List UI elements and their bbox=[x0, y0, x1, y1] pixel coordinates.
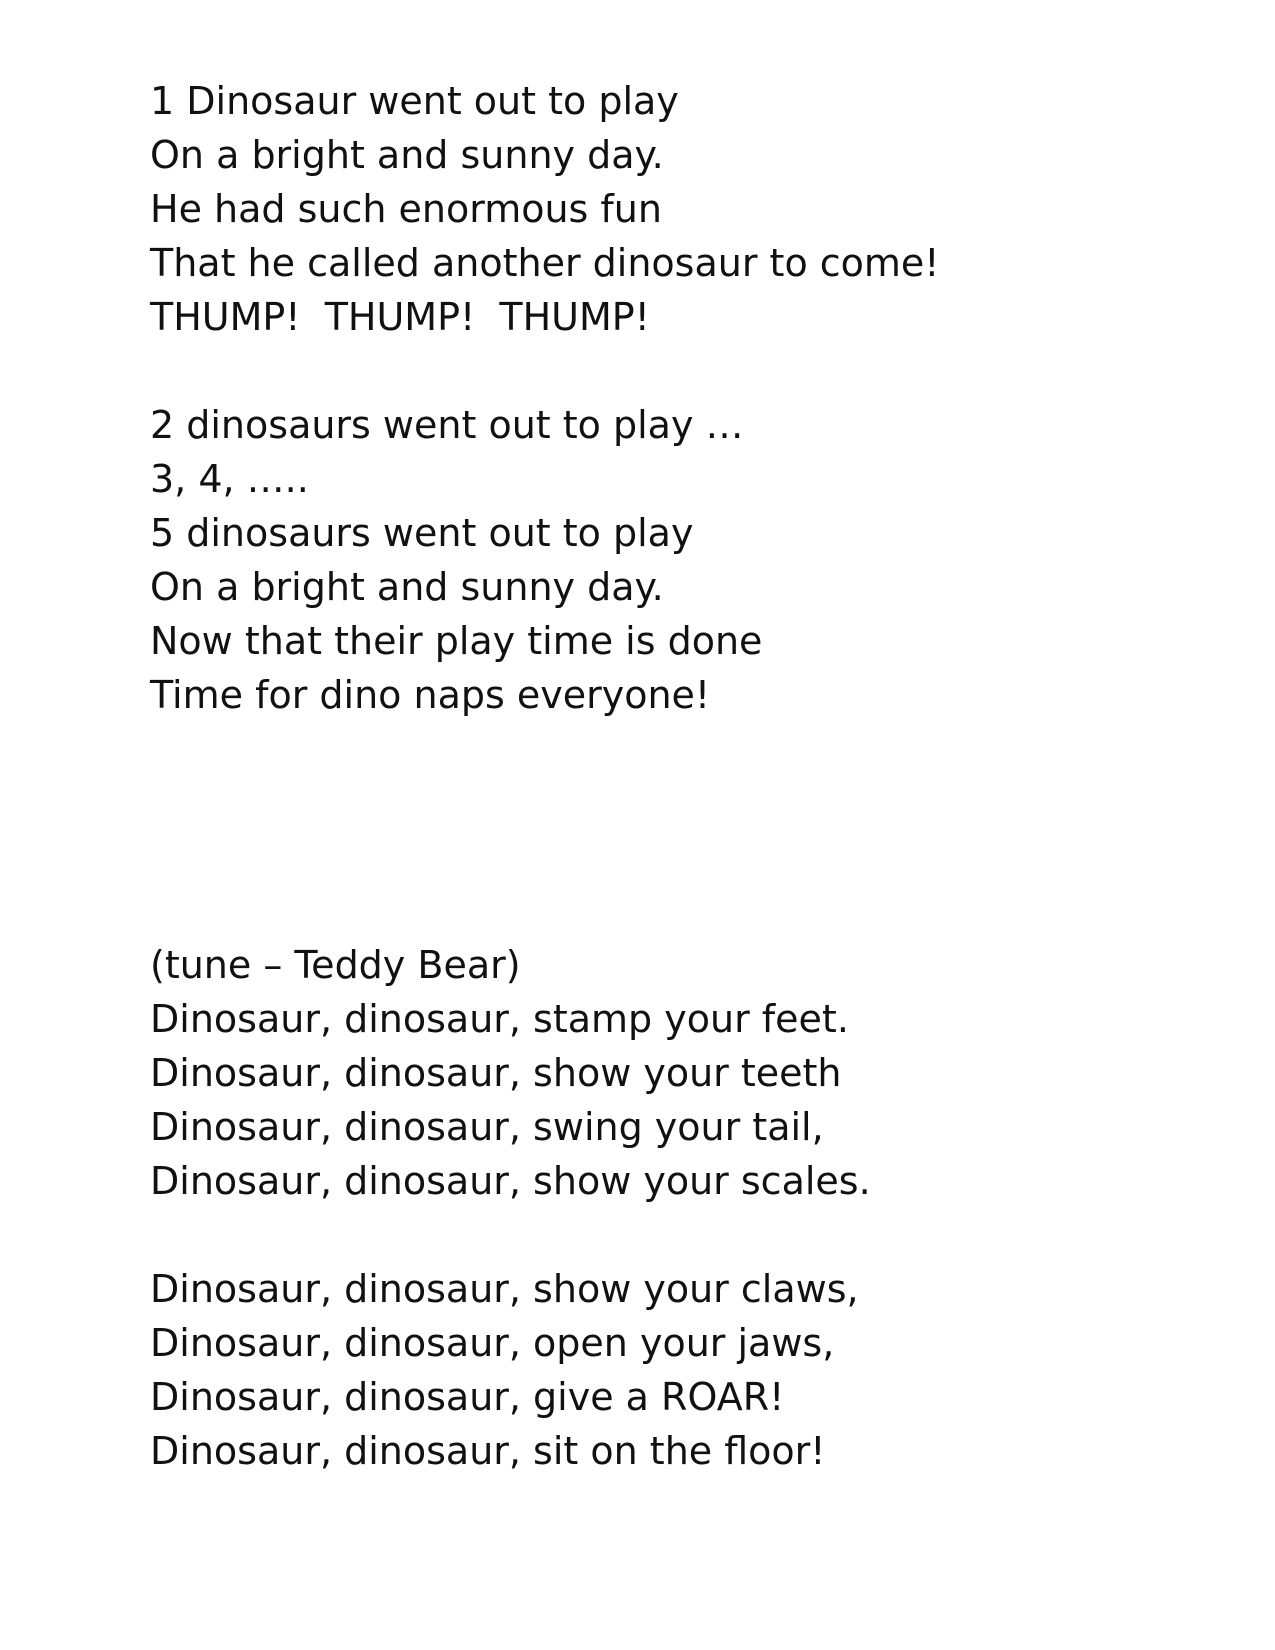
verse-line: Dinosaur, dinosaur, stamp your feet. bbox=[150, 997, 849, 1041]
verse-line: On a bright and sunny day. bbox=[150, 133, 664, 177]
verse-line: 1 Dinosaur went out to play bbox=[150, 79, 679, 123]
verse-line: Now that their play time is done bbox=[150, 619, 763, 663]
verse-line: THUMP! THUMP! THUMP! bbox=[150, 295, 650, 339]
verse-line: Dinosaur, dinosaur, give a ROAR! bbox=[150, 1375, 785, 1419]
verse-line: Time for dino naps everyone! bbox=[150, 673, 711, 717]
verse-line: 2 dinosaurs went out to play … bbox=[150, 403, 744, 447]
verse-line: Dinosaur, dinosaur, show your teeth bbox=[150, 1051, 842, 1095]
verse-line: Dinosaur, dinosaur, open your jaws, bbox=[150, 1321, 835, 1365]
verse-line: Dinosaur, dinosaur, sit on the floor! bbox=[150, 1429, 826, 1473]
poem-two-verse-2 bbox=[150, 1262, 859, 1478]
tune-note: (tune – Teddy Bear) bbox=[150, 943, 521, 987]
verse-line: 3, 4, ….. bbox=[150, 457, 309, 501]
verse-line: Dinosaur, dinosaur, show your scales. bbox=[150, 1159, 871, 1203]
poem-one-verse-2 bbox=[150, 398, 762, 722]
verse-line: Dinosaur, dinosaur, swing your tail, bbox=[150, 1105, 824, 1149]
verse-line: On a bright and sunny day. bbox=[150, 565, 664, 609]
verse-line: That he called another dinosaur to come! bbox=[150, 241, 940, 285]
verse-line: He had such enormous fun bbox=[150, 187, 662, 231]
verse-line: 5 dinosaurs went out to play bbox=[150, 511, 694, 555]
verse-line: Dinosaur, dinosaur, show your claws, bbox=[150, 1267, 859, 1311]
poem-two-verse-1 bbox=[150, 938, 871, 1208]
poem-one-verse-1 bbox=[150, 74, 940, 344]
